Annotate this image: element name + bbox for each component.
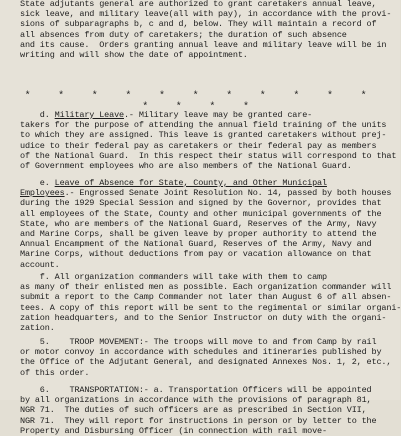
text-line [20,110,386,120]
paragraph-heading-continued: Employees [20,188,65,199]
paragraph-lead: e. [20,178,55,188]
paragraph-lead: d. [20,110,55,120]
text-line: or motor convoy in accordance with schedules and itineraries published by [20,347,382,358]
text-line: tees. A copy of this report will be sent to the regimental or similar organi- [20,302,401,313]
paragraph-6-transportation [20,385,386,436]
text-line: State, who are members of the National Guard, Reserves of the Army, Navy [20,218,377,229]
text-line: 5. TROOP MOVEMENT:- The troops will move to and from Camp by rail [20,337,377,347]
text-line: State adjutants general are authorized to grant caretakers annual leave, [20,0,377,9]
text-line: f. All organization commanders will take with them to camp [20,272,327,282]
text-line: of Government employees who are also members of the National Guard. [20,161,352,172]
paragraph-e-leave-of-absence [20,178,392,270]
text-line: submit a report to the Camp Commander not later than August 6 of all absen- [20,292,392,303]
paragraph-heading: Military Leave [54,110,124,120]
paragraph-d-military-leave [20,110,397,172]
text-line: of this order. [20,367,90,378]
text-line: of the National Guard. In this respect their status will correspond to that [20,150,397,161]
text-line: zation. [20,323,55,334]
text-line: Annual Encampment of the National Guard, Reserves of the Army, Navy and [20,239,372,250]
text-line: by all organizations in accordance with the provisions of paragraph 81, [20,395,372,406]
text-line: to which they are assigned. This leave is granted caretakers without prej- [20,130,387,141]
text-line: takers for the purpose of attending the annual field training of the units [20,120,387,131]
text-line: Marine Corps, without deductions from pay or vacation allowance on that [20,249,372,260]
text-line: sions of subparagraphs b, c and d, below. They will maintain a record of [20,19,377,30]
text-line: NGR 71. The duties of such officers are as prescribed in Section VII, [20,405,367,416]
text-run: .- Military leave may be granted care- [123,110,313,120]
paragraph-heading: Leave of Absence for State, County, and Other Municipal [54,178,327,188]
text-line: sick leave, and military leave(all with pay), in accordance with the provi- [20,9,392,20]
text-line: zation headquarters, and to the Senior Instructor on duty with the organi- [20,312,387,323]
top-paragraph [20,0,392,61]
paragraph-f-organization-commanders [20,272,401,334]
paragraph-5-troop-movement [20,337,392,378]
text-line: Property and Disbursing Officer (in connection with rail move- [20,425,327,436]
text-line: during the 1929 Special Session and signed by the Governor, provides that [20,198,382,209]
text-line: as many of their enlisted men as possible. Each organization commander will [20,282,392,293]
text-line: account. [20,259,60,270]
text-line [20,178,386,188]
text-line: the Office of the Adjutant General, and designated Annexes Nos. 1, 2, etc., [20,357,392,368]
text-line: NGR 71. They will report for instructions in person or by letter to the [20,415,377,426]
text-line: all absences from duty of caretakers; the duration of such absence [20,29,347,40]
text-line: udice to their federal pay as caretakers or their federal pay as members [20,140,377,151]
text-line: and Marine Corps, shall be given leave by proper authority to attend the [20,229,377,240]
separator-asterisks: * * * * * * * * * * * * * * * [24,91,378,113]
text-run: .- Engrossed Senate Joint Resolution No. 14, passed by both houses [64,188,392,199]
text-line: 6. TRANSPORTATION:- a. Transportation Officers will be appointed [20,385,372,395]
text-line: writing and will show the date of appointment. [20,50,248,61]
text-line: and its cause. Orders granting annual leave and military leave will be in [20,39,387,50]
text-line [20,188,392,199]
text-line: all employees of the State, County and other municipal governments of the [20,208,382,219]
